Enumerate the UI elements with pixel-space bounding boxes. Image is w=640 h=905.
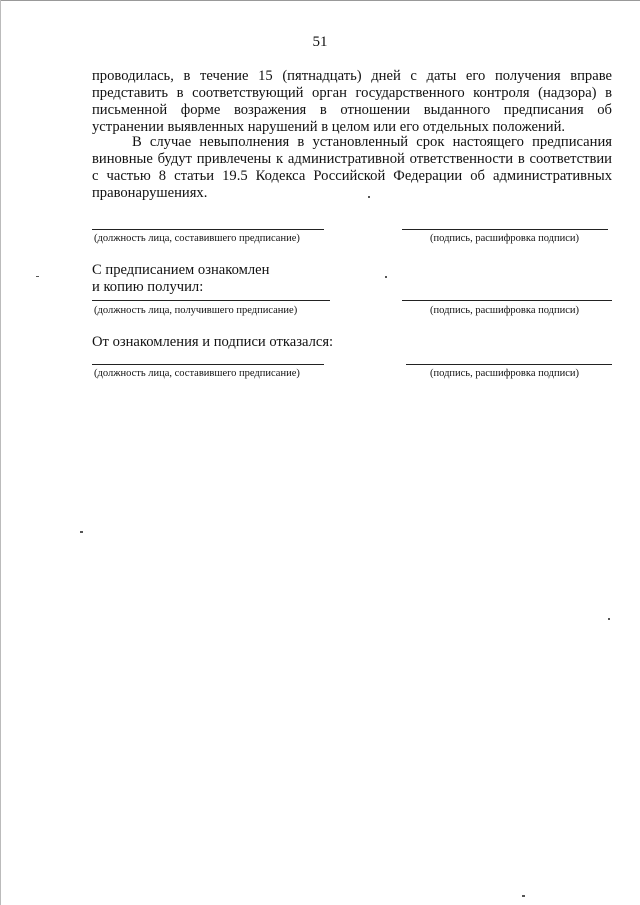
signature-line-author-position	[92, 229, 324, 230]
caption-refused-signature: (подпись, расшифровка подписи)	[430, 368, 580, 379]
paragraph-liability-warning: В случае невыполнения в установленный срок настоящего предписания виновные будут привлечены к административной ответственности в соответствии с частью 8 статьи 19.5 Кодекса Российской Федерации об административных правонарушениях.	[92, 134, 612, 201]
scan-speck	[385, 276, 387, 278]
scan-speck	[80, 531, 83, 533]
scan-speck	[522, 895, 525, 897]
signature-line-refused-position	[92, 364, 324, 365]
caption-author-signature: (подпись, расшифровка подписи)	[430, 233, 580, 244]
paragraph-objection-right: проводилась, в течение 15 (пятнадцать) дней с даты его получения вправе представить в соответствующий орган государственного контроля (надзора) в письменной форме возражения в отношении выданного предписания об устранении выявленных нарушений в целом или его отдельных положений.	[92, 68, 612, 135]
acknowledged-label-line1: С предписанием ознакомлен	[92, 262, 270, 278]
scan-edge-left	[0, 0, 1, 905]
caption-refused-position: (должность лица, составившего предписание)	[94, 368, 300, 379]
signature-line-author-signature	[402, 229, 608, 230]
scan-speck	[608, 618, 610, 620]
refused-label: От ознакомления и подписи отказался:	[92, 334, 334, 350]
scan-speck	[368, 196, 370, 198]
acknowledged-label-line2: и копию получил:	[92, 279, 204, 295]
signature-line-refused-signature	[406, 364, 612, 365]
caption-author-position: (должность лица, составившего предписание)	[94, 233, 300, 244]
caption-recipient-signature: (подпись, расшифровка подписи)	[430, 305, 580, 316]
signature-line-recipient-position	[92, 300, 330, 301]
page-number: 51	[312, 34, 328, 50]
scan-edge-top	[0, 0, 640, 1]
signature-line-recipient-signature	[402, 300, 612, 301]
caption-recipient-position: (должность лица, получившего предписание)	[94, 305, 298, 316]
scan-speck	[36, 276, 39, 277]
